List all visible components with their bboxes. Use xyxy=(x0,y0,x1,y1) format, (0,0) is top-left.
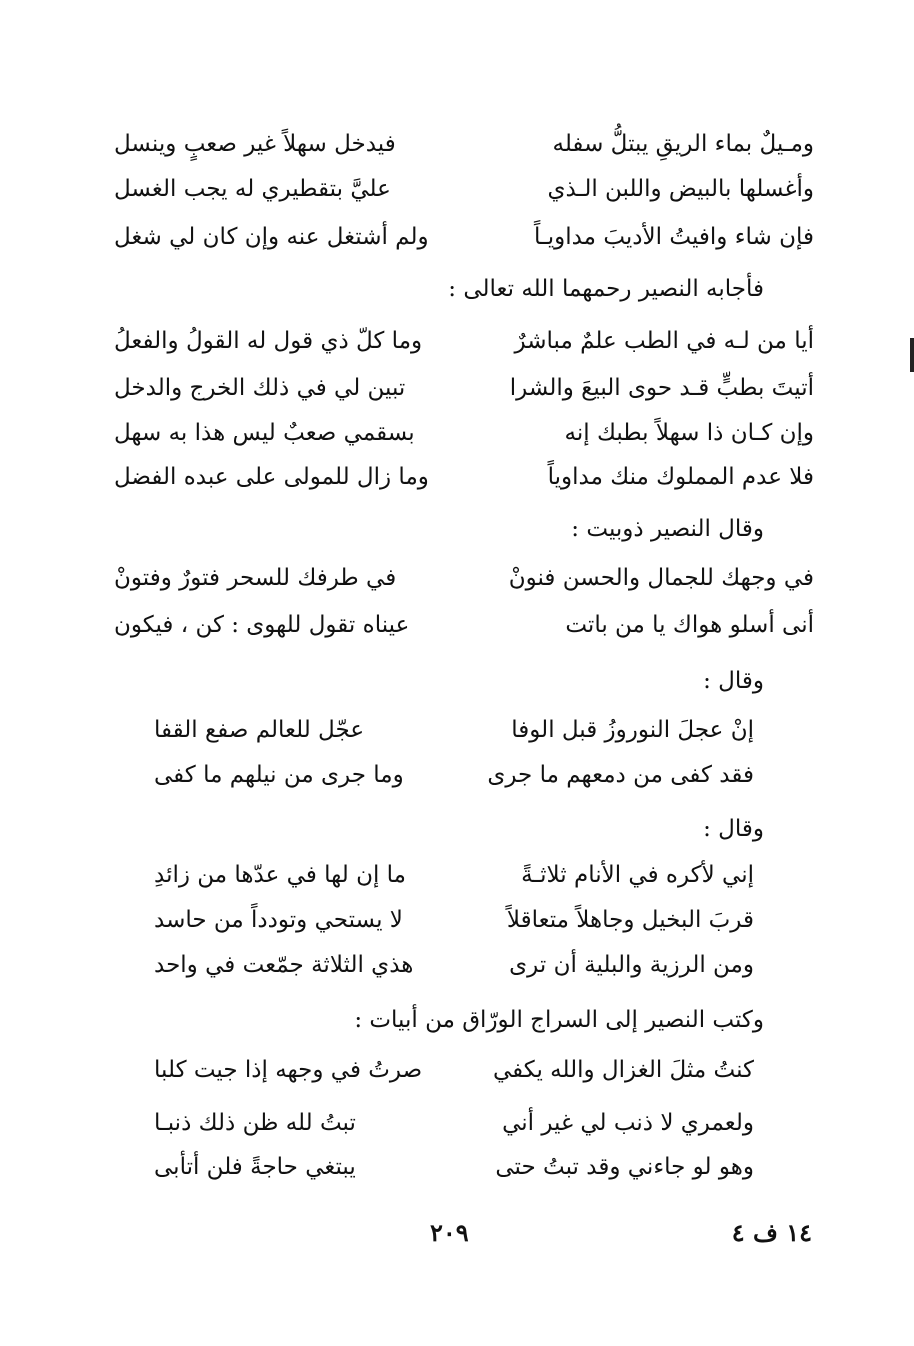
verse-line xyxy=(114,561,814,595)
verse-line xyxy=(154,1106,754,1140)
verse-line xyxy=(114,460,814,494)
verse-first-hemistich: فقد كفى من دمعهم ما جرى xyxy=(487,762,754,788)
verse-line xyxy=(114,324,814,358)
verse-first-hemistich: إنْ عجلَ النوروزُ قبل الوفا xyxy=(511,717,754,743)
verse-line xyxy=(114,220,814,254)
margin-edge-mark xyxy=(910,338,914,372)
verse-second-hemistich: عجّل للعالم صفع القفا xyxy=(154,717,365,743)
verse-second-hemistich: تبتُ لله ظن ذلك ذنبـا xyxy=(154,1110,356,1136)
verse-second-hemistich: يبتغي حاجةً فلن أتأبى xyxy=(154,1154,356,1180)
verse-line xyxy=(114,416,814,450)
section-heading: فأجابه النصير رحمهما الله تعالى : xyxy=(448,276,764,302)
verse-second-hemistich: بسقمي صعبٌ ليس هذا به سهل xyxy=(114,420,415,446)
verse-second-hemistich: عيناه تقول للهوى : كن ، فيكون xyxy=(114,612,410,638)
verse-line xyxy=(114,172,814,206)
verse-first-hemistich: ولعمري لا ذنب لي غير أني xyxy=(502,1110,754,1136)
verse-line xyxy=(154,903,754,937)
verse-line xyxy=(154,1150,754,1184)
section-heading: وقال : xyxy=(703,668,764,694)
verse-line xyxy=(154,948,754,982)
verse-first-hemistich: وهو لو جاءني وقد تبتُ حتى xyxy=(495,1154,754,1180)
verse-second-hemistich: في طرفك للسحر فتورٌ وفتونْ xyxy=(114,565,397,591)
verse-second-hemistich: فيدخل سهلاً غير صعبٍ وينسل xyxy=(114,131,396,157)
verse-second-hemistich: لا يستحي وتودداً من حاسد xyxy=(154,907,403,933)
signature-mark: ١٤ ف ٤ xyxy=(731,1218,812,1247)
verse-second-hemistich: وما جرى من نيلهم ما كفى xyxy=(154,762,404,788)
verse-first-hemistich: إني لأكره في الأنام ثلاثـةً xyxy=(521,862,754,888)
verse-line xyxy=(114,371,814,405)
verse-first-hemistich: ومـيلٌ بماء الريقِ يبتلُّ سفله xyxy=(552,131,814,157)
verse-second-hemistich: تبين لي في ذلك الخرج والدخل xyxy=(114,375,406,401)
verse-first-hemistich: في وجهك للجمال والحسن فنونْ xyxy=(508,565,814,591)
verse-second-hemistich: عليَّ بتقطيري له يجب الغسل xyxy=(114,176,391,202)
verse-first-hemistich: أنى أسلو هواك يا من باتت xyxy=(565,612,814,638)
verse-line xyxy=(154,1053,754,1087)
page-number: ٢٠٩ xyxy=(430,1218,469,1247)
verse-line xyxy=(114,608,814,642)
section-heading: وكتب النصير إلى السراج الورّاق من أبيات : xyxy=(354,1007,764,1033)
verse-first-hemistich: فإن شاء وافيتُ الأديبَ مداويـاً xyxy=(533,224,814,250)
verse-second-hemistich: ما إن لها في عدّها من زائدِ xyxy=(154,862,406,888)
verse-first-hemistich: كنتُ مثلَ الغزال والله يكفي xyxy=(492,1057,754,1083)
verse-line xyxy=(114,127,814,161)
verse-first-hemistich: فلا عدم المملوك منك مداوياً xyxy=(547,464,814,490)
verse-first-hemistich: قربَ البخيل وجاهلاً متعاقلاً xyxy=(506,907,754,933)
verse-first-hemistich: أيا من لـه في الطب علمٌ مباشرٌ xyxy=(514,328,814,354)
verse-second-hemistich: صرتُ في وجهه إذا جيت كلبا xyxy=(154,1057,423,1083)
verse-first-hemistich: وأغسلها بالبيض واللبن الـذي xyxy=(547,176,814,202)
verse-line xyxy=(154,713,754,747)
verse-line xyxy=(154,858,754,892)
section-heading: وقال : xyxy=(703,816,764,842)
verse-first-hemistich: ومن الرزية والبلية أن ترى xyxy=(509,952,754,978)
verse-second-hemistich: وما زال للمولى على عبده الفضل xyxy=(114,464,429,490)
verse-first-hemistich: وإن كـان ذا سهلاً بطبك إنه xyxy=(564,420,814,446)
verse-line xyxy=(154,758,754,792)
verse-second-hemistich: وما كلّ ذي قول له القولُ والفعلُ xyxy=(114,328,423,354)
verse-first-hemistich: أتيتَ بطبٍّ قـد حوى البيعَ والشرا xyxy=(509,375,814,401)
verse-second-hemistich: ولم أشتغل عنه وإن كان لي شغل xyxy=(114,224,429,250)
verse-second-hemistich: هذي الثلاثة جمّعت في واحد xyxy=(154,952,414,978)
section-heading: وقال النصير ذوبيت : xyxy=(571,516,764,542)
